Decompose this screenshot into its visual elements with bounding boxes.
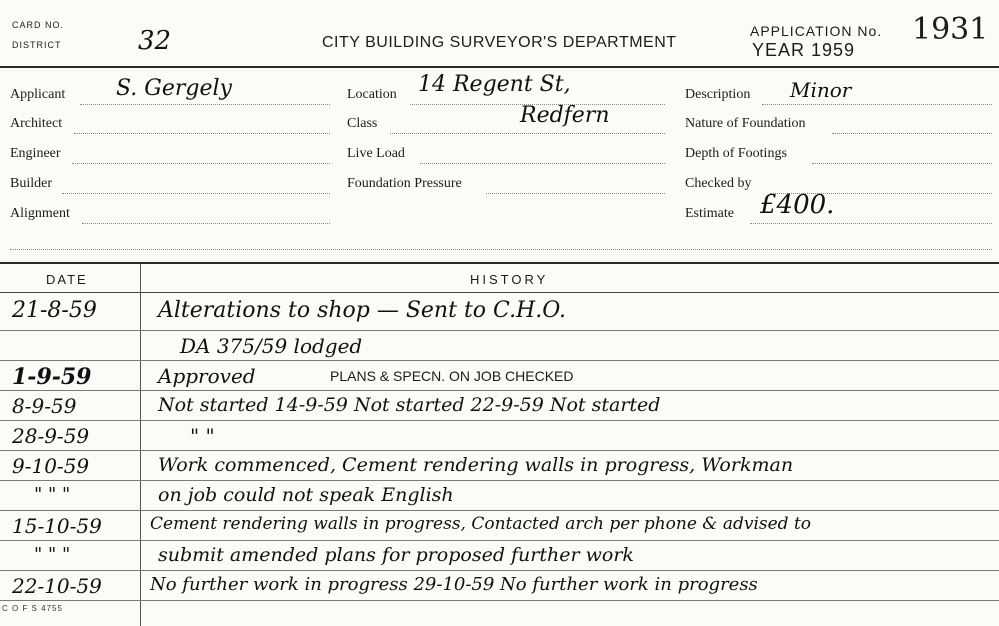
department-title: CITY BUILDING SURVEYOR'S DEPARTMENT (322, 34, 677, 51)
location-label: Location (347, 87, 397, 102)
live-load-label: Live Load (347, 146, 405, 161)
estimate-value: £400. (760, 190, 835, 220)
nature-of-foundation-label: Nature of Foundation (685, 116, 806, 131)
alignment-label: Alignment (10, 206, 70, 221)
history-entry: Alterations to shop — Sent to C.H.O. (158, 298, 566, 323)
history-entry: Approved (158, 364, 256, 388)
application-label: APPLICATION No. (750, 23, 883, 39)
foundation-pressure-label: Foundation Pressure (347, 176, 462, 191)
history-entry: Not started 14-9-59 Not started 22-9-59 Not started (158, 394, 661, 416)
history-entry: Cement rendering walls in progress, Contacted arch per phone & advised to (150, 514, 812, 534)
checked-by-label: Checked by (685, 176, 752, 191)
architect-label: Architect (10, 116, 63, 131)
history-date: 1-9-59 (12, 364, 92, 390)
depth-of-footings-label: Depth of Footings (685, 146, 787, 161)
district-label: DISTRICT (12, 40, 62, 50)
history-entry: on job could not speak English (158, 484, 454, 506)
location-value-line2: Redfern (520, 103, 610, 128)
engineer-label: Engineer (10, 146, 61, 161)
history-entry: Work commenced, Cement rendering walls in progress, Workman (158, 454, 794, 476)
card-no-label: CARD NO. (12, 20, 65, 30)
form-code: C O F S 4755 (2, 604, 63, 613)
history-entry: DA 375/59 lodged (180, 334, 363, 358)
history-column-header: HISTORY (470, 272, 549, 287)
application-number: 1931 (912, 12, 989, 47)
description-value: Minor (790, 78, 852, 102)
district-value: 32 (138, 26, 172, 56)
date-column-header: DATE (46, 272, 88, 287)
location-value: 14 Regent St, (418, 72, 571, 97)
history-entry: No further work in progress 29-10-59 No further work in progress (150, 574, 758, 595)
history-entry: submit amended plans for proposed further work (158, 544, 634, 566)
history-date: 8-9-59 (12, 394, 77, 418)
history-top-divider (0, 262, 999, 264)
history-date: " " " (34, 544, 71, 565)
history-entry: " " (190, 424, 215, 448)
history-date: 21-8-59 (12, 298, 97, 323)
header-divider (0, 66, 999, 68)
builder-label: Builder (10, 176, 52, 191)
applicant-label: Applicant (10, 87, 66, 102)
history-date: 15-10-59 (12, 514, 102, 538)
date-column-divider (140, 264, 141, 626)
applicant-value: S. Gergely (116, 76, 232, 101)
description-label: Description (685, 87, 751, 102)
history-date: 22-10-59 (12, 574, 102, 598)
history-date: 9-10-59 (12, 454, 90, 478)
estimate-label: Estimate (685, 206, 734, 221)
history-date: 28-9-59 (12, 424, 90, 448)
history-date: " " " (34, 484, 71, 505)
class-label: Class (347, 116, 378, 131)
year-label: YEAR 1959 (752, 40, 856, 60)
history-stamp: PLANS & SPECN. ON JOB CHECKED (330, 368, 574, 384)
